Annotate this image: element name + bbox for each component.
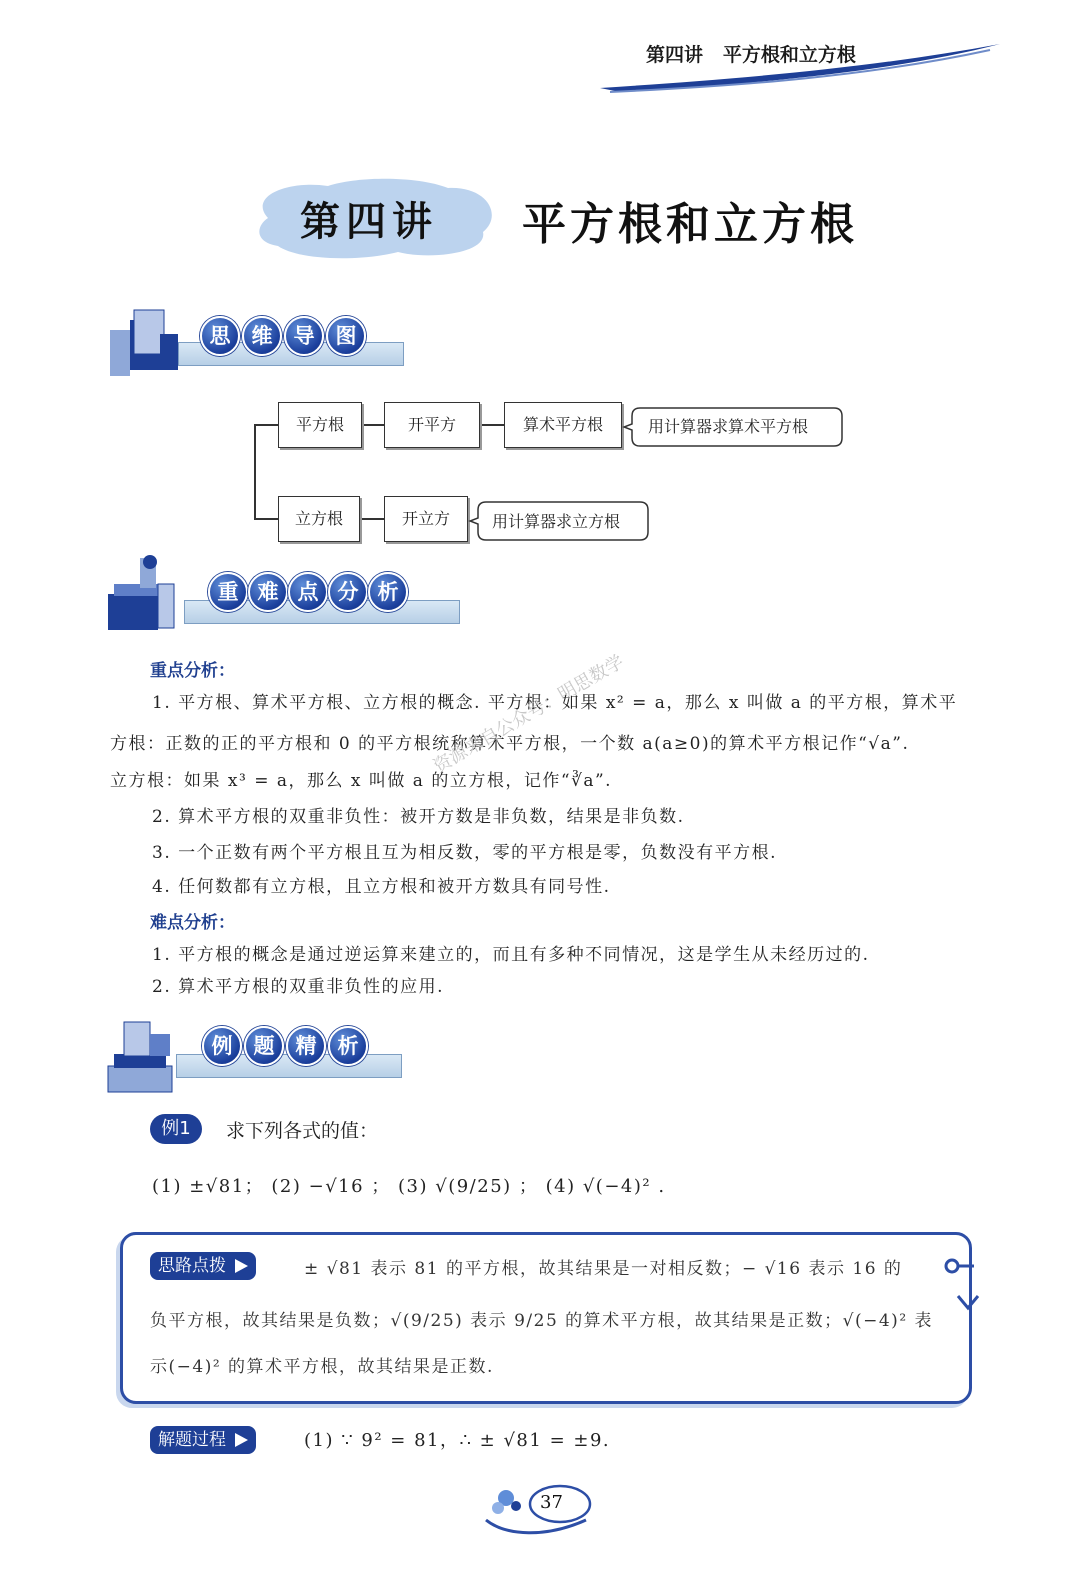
tip-line-2: 负平方根，故其结果是负数；√(9/25) 表示 9/25 的算术平方根，故其结果是正数；√(−4)² 表 bbox=[150, 1311, 934, 1331]
section-char: 例 bbox=[202, 1026, 242, 1066]
connector bbox=[358, 518, 384, 520]
key-point-1-line3: 立方根：如果 x³ = a，那么 x 叫做 a 的立方根，记作“∛a”. bbox=[110, 771, 613, 791]
section-char: 图 bbox=[326, 316, 366, 356]
key-points-heading: 重点分析： bbox=[150, 661, 235, 681]
lecture-number: 第四讲 bbox=[300, 198, 438, 245]
solution-label: 解题过程 bbox=[150, 1426, 256, 1454]
section-char: 分 bbox=[328, 572, 368, 612]
section-char: 导 bbox=[284, 316, 324, 356]
key-point-4: 4. 任何数都有立方根，且立方根和被开方数具有同号性. bbox=[152, 877, 611, 897]
example-badge: 例1 bbox=[150, 1114, 202, 1144]
section-char: 点 bbox=[288, 572, 328, 612]
callout-calc-cube: 用计算器求立方根 bbox=[492, 512, 621, 531]
connector bbox=[360, 424, 384, 426]
section-char: 维 bbox=[242, 316, 282, 356]
key-point-3: 3. 一个正数有两个平方根且互为相反数，零的平方根是零，负数没有平方根. bbox=[152, 843, 778, 863]
difficult-point-1: 1. 平方根的概念是通过逆运算来建立的，而且有多种不同情况，这是学生从未经历过的. bbox=[152, 945, 870, 965]
section-char: 思 bbox=[200, 316, 240, 356]
key-point-1-line1: 1. 平方根、算术平方根、立方根的概念. 平方根：如果 x² = a，那么 x 叫做 a 的平方根，算术平 bbox=[152, 693, 958, 713]
node-square-root: 平方根 bbox=[278, 402, 362, 448]
section-char: 精 bbox=[286, 1026, 326, 1066]
section-char: 题 bbox=[244, 1026, 284, 1066]
difficult-point-2: 2. 算术平方根的双重非负性的应用. bbox=[152, 977, 445, 997]
tip-line-1: ± √81 表示 81 的平方根，故其结果是一对相反数；− √16 表示 16 的 bbox=[304, 1259, 903, 1279]
connector bbox=[254, 424, 256, 520]
section-mindmap bbox=[200, 316, 380, 356]
section-char: 难 bbox=[248, 572, 288, 612]
page-number-ornament bbox=[476, 1480, 600, 1540]
section-examples bbox=[202, 1026, 382, 1066]
section-char: 重 bbox=[208, 572, 248, 612]
solution-step-1: (1) ∵ 9² = 81，∴ ± √81 = ±9. bbox=[304, 1430, 611, 1451]
watermark: 资源来自公众号：明思数学 bbox=[429, 651, 628, 778]
callout-calc-square: 用计算器求算术平方根 bbox=[648, 417, 809, 436]
section-char: 析 bbox=[368, 572, 408, 612]
tip-line-3: 示(−4)² 的算术平方根，故其结果是正数. bbox=[150, 1357, 494, 1377]
key-point-1-line2: 方根：正数的正的平方根和 0 的平方根统称算术平方根，一个数 a(a≥0)的算术平方根记作“√a”. bbox=[110, 734, 910, 754]
page-title: 平方根和立方根 bbox=[522, 199, 858, 250]
study-desk-icon bbox=[104, 1016, 184, 1096]
connector bbox=[254, 518, 278, 520]
example-items: (1) ±√81； (2) −√16 ； (3) √(9/25) ； (4) √(−4)² . bbox=[152, 1176, 666, 1197]
tip-label: 思路点拨 bbox=[150, 1252, 256, 1280]
connector bbox=[254, 424, 278, 426]
difficult-points-heading: 难点分析： bbox=[150, 913, 235, 933]
key-point-2: 2. 算术平方根的双重非负性：被开方数是非负数，结果是非负数. bbox=[152, 807, 685, 827]
page-number: 37 bbox=[540, 1492, 563, 1513]
example-question: 求下列各式的值： bbox=[226, 1120, 379, 1142]
books-icon bbox=[104, 300, 184, 380]
connector bbox=[478, 424, 504, 426]
clip-icon bbox=[940, 1254, 980, 1314]
node-extract-square: 开平方 bbox=[384, 402, 480, 448]
running-header: 第四讲 平方根和立方根 bbox=[646, 44, 856, 66]
node-cube-root: 立方根 bbox=[278, 496, 360, 542]
student-desk-icon bbox=[104, 554, 184, 634]
node-extract-cube: 开立方 bbox=[384, 496, 468, 542]
node-arithmetic-root: 算术平方根 bbox=[504, 402, 622, 448]
section-char: 析 bbox=[328, 1026, 368, 1066]
section-analysis bbox=[208, 572, 428, 612]
